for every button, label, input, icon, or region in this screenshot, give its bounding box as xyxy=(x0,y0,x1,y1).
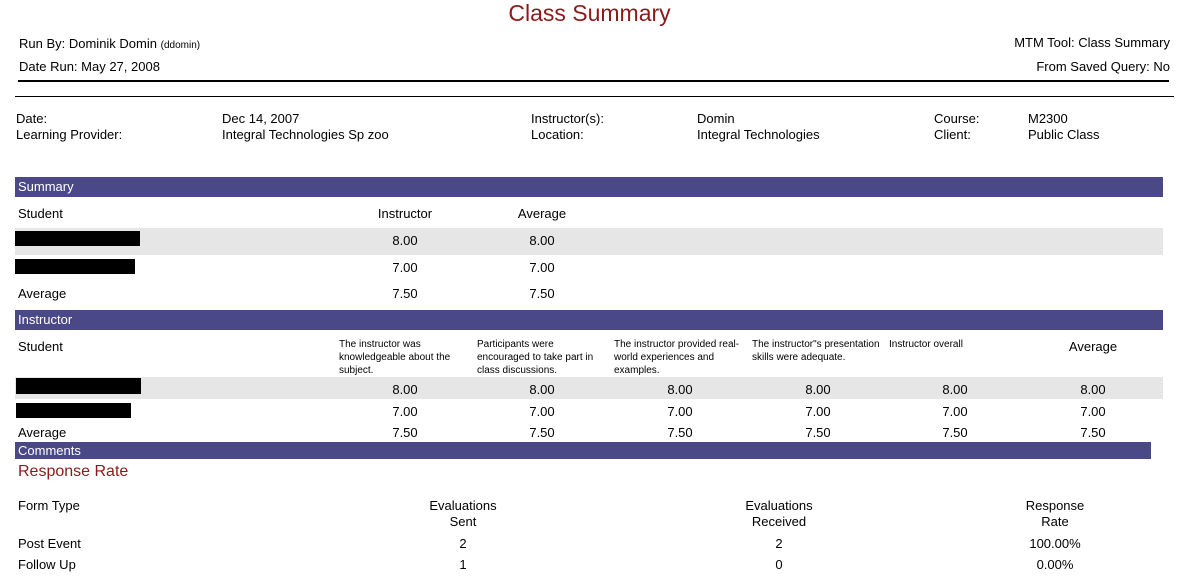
summary-avg-average: 7.50 xyxy=(529,286,555,301)
date-run: Date Run: May 27, 2008 xyxy=(19,59,160,74)
summary-avg-label: Average xyxy=(18,286,67,301)
instructor-row-2-q4: 7.00 xyxy=(805,404,831,419)
location-label: Location: xyxy=(531,127,584,142)
question-real-world: The instructor provided real-world experiences and examples. xyxy=(614,339,740,376)
response-col-rate-line2: Rate xyxy=(1041,514,1069,529)
instructor-avg-q5: 7.50 xyxy=(942,425,968,440)
summary-row-1-average: 8.00 xyxy=(529,233,555,248)
instructor-avg-label: Average xyxy=(18,425,67,440)
response-col-sent xyxy=(429,498,496,529)
response-row-1-sent: 2 xyxy=(459,536,467,551)
question-knowledgeable: The instructor was knowledgeable about the subject. xyxy=(339,339,451,376)
run-by-user: (ddomin) xyxy=(160,40,201,51)
date-value: Dec 14, 2007 xyxy=(222,111,300,126)
response-row-1-received: 2 xyxy=(775,536,783,551)
instructor-row-1-q4: 8.00 xyxy=(805,382,831,397)
instructor-value: Domin xyxy=(697,111,735,126)
instructor-avg-q4: 7.50 xyxy=(805,425,831,440)
summary-row-2-instructor: 7.00 xyxy=(392,260,418,275)
course-label: Course: xyxy=(934,111,980,126)
header-rule-thick xyxy=(18,80,1169,82)
response-col-rate xyxy=(1026,498,1085,529)
instructor-row-1-q5: 8.00 xyxy=(942,382,968,397)
instructor-row-1-bg xyxy=(15,377,1163,399)
response-row-1-type: Post Event xyxy=(18,536,81,551)
instructor-row-1-q1: 8.00 xyxy=(392,382,418,397)
provider-label: Learning Provider: xyxy=(16,127,123,142)
response-col-sent-line1: Evaluations xyxy=(429,498,497,513)
saved-query: From Saved Query: No xyxy=(1036,59,1170,74)
instructor-band: Instructor xyxy=(15,310,1163,330)
response-col-sent-line2: Sent xyxy=(449,514,477,529)
instructor-avg-average: 7.50 xyxy=(1080,425,1106,440)
response-col-received-line2: Received xyxy=(751,514,807,529)
response-row-2-rate: 0.00% xyxy=(1036,557,1074,572)
question-participation: Participants were encouraged to take part in class discussions. xyxy=(477,339,594,376)
instructor-label: Instructor(s): xyxy=(531,111,604,126)
date-label: Date: xyxy=(16,111,48,126)
tool-name: MTM Tool: Class Summary xyxy=(1014,35,1170,50)
header-rule-thin xyxy=(15,96,1174,97)
redacted-student-name xyxy=(15,259,135,274)
summary-avg-instructor: 7.50 xyxy=(392,286,418,301)
summary-col-instructor: Instructor xyxy=(377,206,433,221)
instructor-row-2-q3: 7.00 xyxy=(667,404,693,419)
summary-col-average: Average xyxy=(517,206,567,221)
response-rate-heading: Response Rate xyxy=(18,463,129,480)
run-by-label: Run By: Dominik Domin xyxy=(19,36,157,51)
summary-row-2-average: 7.00 xyxy=(529,260,555,275)
instructor-col-average: Average xyxy=(1068,339,1118,354)
instructor-row-1-q3: 8.00 xyxy=(667,382,693,397)
redacted-student-name xyxy=(15,231,140,246)
response-row-1-rate: 100.00% xyxy=(1029,536,1081,551)
instructor-avg-q1: 7.50 xyxy=(392,425,418,440)
response-col-rate-line1: Response xyxy=(1025,498,1085,513)
summary-row-1-bg xyxy=(15,228,1163,255)
response-col-received-line1: Evaluations xyxy=(745,498,813,513)
response-row-2-type: Follow Up xyxy=(18,557,76,572)
course-value: M2300 xyxy=(1028,111,1068,126)
instructor-row-2-q1: 7.00 xyxy=(392,404,418,419)
location-value: Integral Technologies xyxy=(697,127,820,142)
instructor-row-2-average: 7.00 xyxy=(1080,404,1106,419)
instructor-row-2-q2: 7.00 xyxy=(529,404,555,419)
response-row-2-sent: 1 xyxy=(459,557,467,572)
redacted-student-name xyxy=(16,403,131,418)
response-col-received xyxy=(745,498,812,529)
client-label: Client: xyxy=(934,127,971,142)
instructor-row-1-q2: 8.00 xyxy=(529,382,555,397)
summary-row-1-instructor: 8.00 xyxy=(392,233,418,248)
instructor-col-student: Student xyxy=(18,339,63,354)
summary-col-student: Student xyxy=(18,206,63,221)
provider-value: Integral Technologies Sp zoo xyxy=(222,127,389,142)
instructor-row-1-average: 8.00 xyxy=(1080,382,1106,397)
question-overall: Instructor overall xyxy=(889,339,963,350)
page-title: Class Summary xyxy=(508,0,671,26)
run-by xyxy=(19,36,200,51)
response-col-form-type: Form Type xyxy=(18,498,80,513)
question-presentation: The instructor"s presentation skills were adequate. xyxy=(752,339,880,363)
comments-band: Comments xyxy=(15,442,1151,459)
instructor-avg-q3: 7.50 xyxy=(667,425,693,440)
response-row-2-received: 0 xyxy=(775,557,783,572)
instructor-row-2-q5: 7.00 xyxy=(942,404,968,419)
client-value: Public Class xyxy=(1028,127,1100,142)
redacted-student-name xyxy=(16,378,141,394)
summary-band: Summary xyxy=(15,177,1163,197)
instructor-avg-q2: 7.50 xyxy=(529,425,555,440)
